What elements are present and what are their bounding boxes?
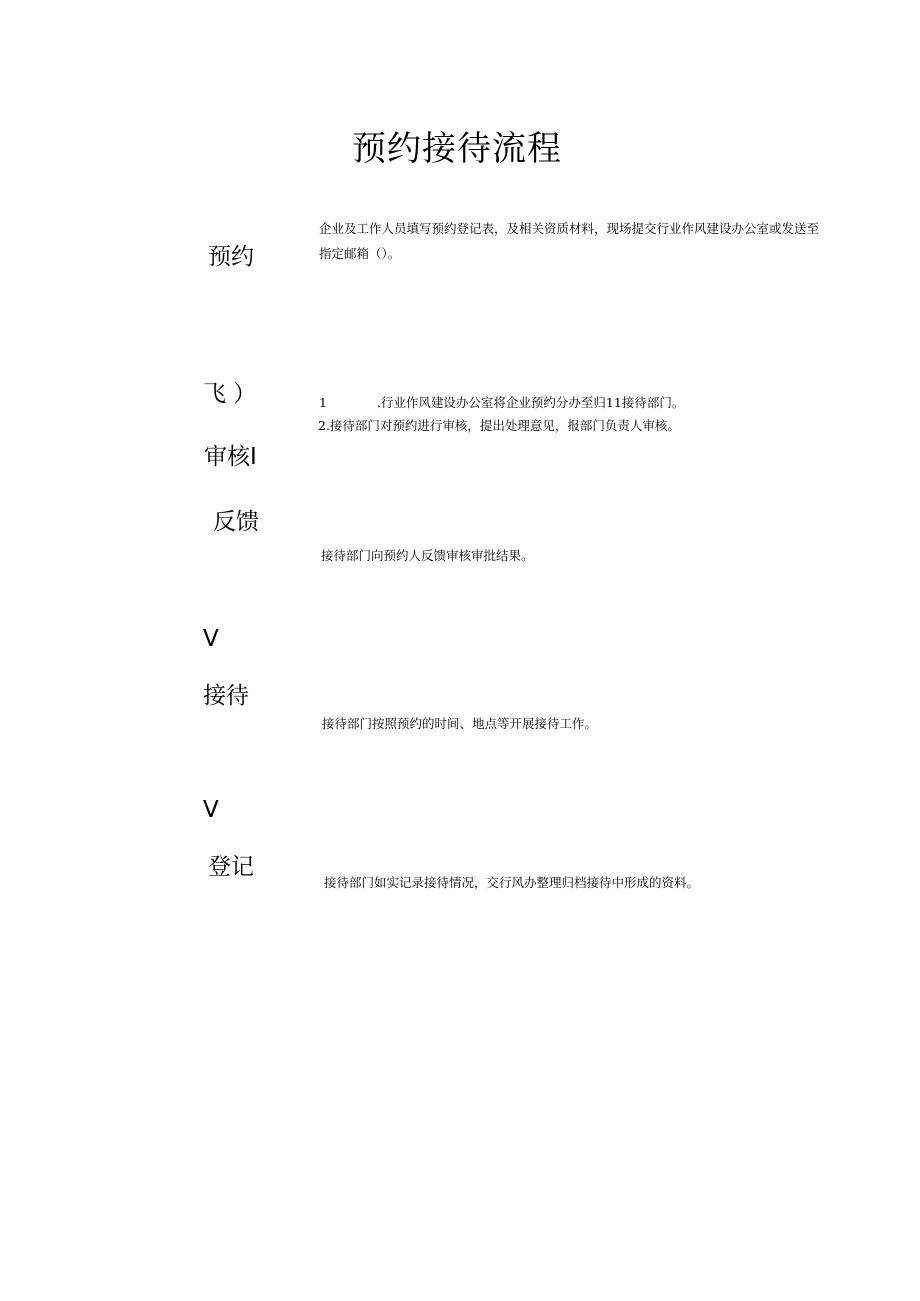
flow-arrow-glyph: 飞 ） bbox=[203, 381, 257, 407]
review-item-1-number: 1 bbox=[319, 395, 327, 410]
page-title: 预约接待流程 bbox=[352, 129, 562, 169]
step-label-reception: 接待 bbox=[203, 683, 249, 709]
step-description-registration: 接待部门如实记录接待情况，交行风办整理归档接待中形成的资料。 bbox=[324, 875, 700, 890]
step-label-registration: 登记 bbox=[208, 854, 254, 880]
step-label-review: 审核I bbox=[204, 444, 257, 470]
review-item-1-text: .行业作风建设办公室将企业预约分办至归11接待部门。 bbox=[376, 395, 685, 410]
review-item-2-text: 2.接待部门对预约进行审核，提出处理意见，报部门负责人审核。 bbox=[318, 418, 680, 433]
flow-arrow-down-icon: V bbox=[203, 797, 219, 823]
step-description-reception: 接待部门按照预约的时间、地点等开展接待工作。 bbox=[322, 716, 598, 731]
review-item-2 bbox=[318, 413, 680, 438]
step-description-reservation: 企业及工作人员填写预约登记表，及相关资质材料，现场提交行业作风建设办公室或发送至指定邮箱（）。 bbox=[319, 221, 820, 261]
step-label-feedback: 反馈 bbox=[213, 509, 259, 535]
review-item-1 bbox=[319, 390, 684, 415]
step-label-reservation: 预约 bbox=[208, 244, 254, 270]
flow-arrow-down-icon: V bbox=[203, 626, 219, 652]
step-description-feedback: 接待部门向预约人反馈审核审批结果。 bbox=[321, 548, 534, 563]
